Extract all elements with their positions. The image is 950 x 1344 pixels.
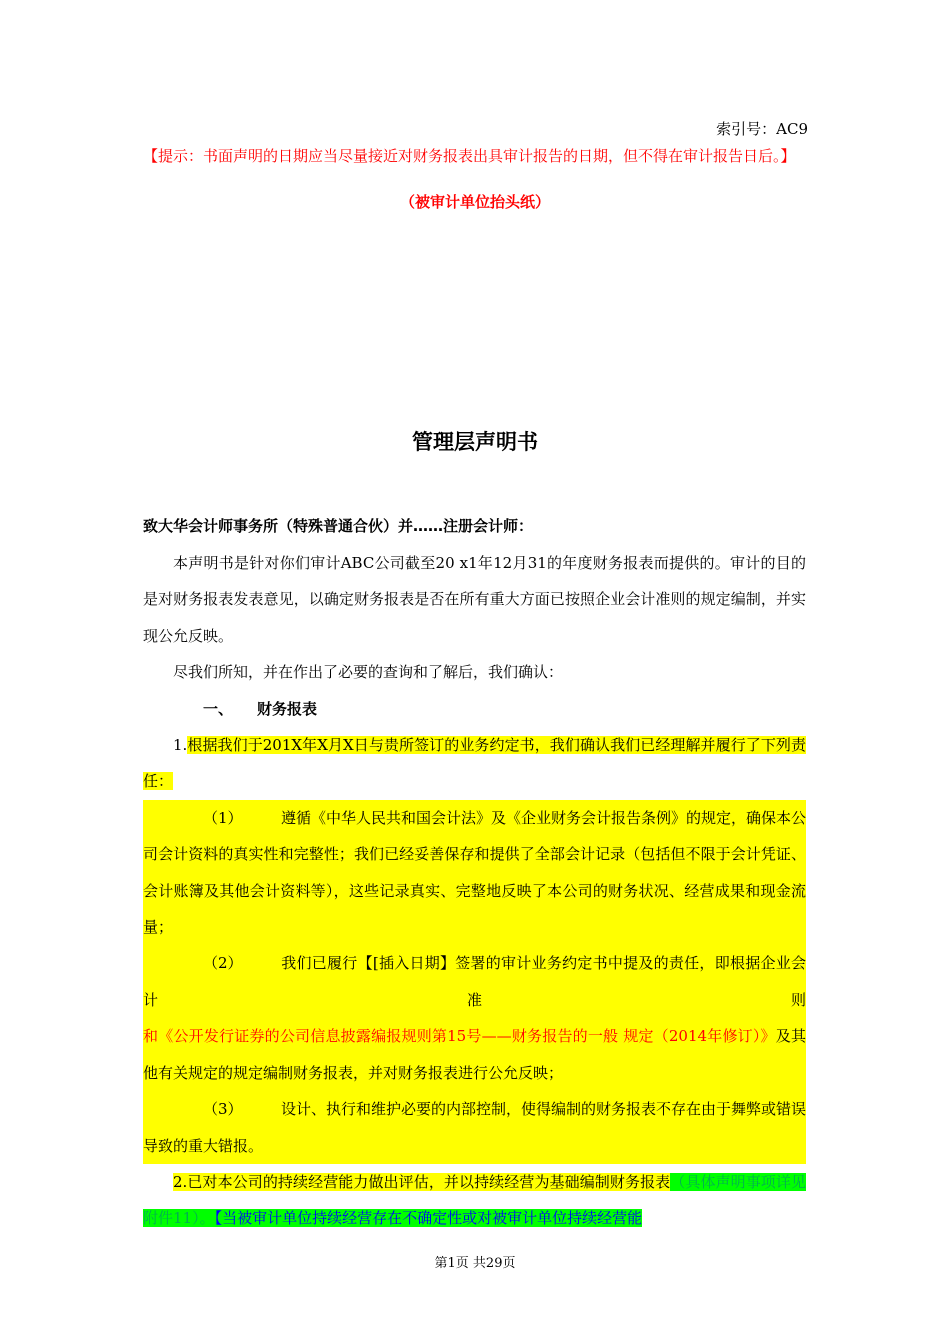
document-title: 管理层声明书 (412, 430, 538, 454)
item-1-text: 根据我们于201X年X月X日与贵所签订的业务约定书，我们确认我们已经理解并履行了下列责任： (143, 736, 806, 791)
item-2-number: 2. (173, 1172, 188, 1191)
item-2-text: 已对本公司的持续经营能力做出评估，并以持续经营为基础编制财务报表 (187, 1172, 671, 1191)
item-2-blue-note: 【当被审计单位持续经营存在不确定性或对被审计单位持续经营能 (214, 1209, 643, 1228)
sub-item-1-text: 遵循《中华人民共和国会计法》及《企业财务会计报告条例》的规定，确保本公司会计资料的真实性和完整性；我们已经妥善保存和提供了全部会计记录（包括但不限于会计凭证、会计账簿及其他会计资料等），这些记录真实、完整地反映了本公司的财务状况、经营成果和现金流量； (143, 808, 807, 937)
sub-item-2-number: （2） (203, 954, 243, 973)
section-title: 财务报表 (257, 699, 318, 718)
item-2 (143, 1164, 806, 1237)
sub-item-3 (143, 1091, 806, 1164)
section-heading (143, 691, 806, 727)
sub-item-2-red-text: 和《公开发行证券的公司信息披露编报规则第15号——财务报告的一般 规定（2014年修订）》 (143, 1027, 776, 1046)
sub-item-1 (143, 800, 806, 946)
intro-paragraph: 本声明书是针对你们审计ABC公司截至20 x1年12月31的年度财务报表而提供的。审计的目的是对财务报表发表意见，以确定财务报表是否在所有重大方面已按照企业会计准则的规定编制，并实现公允反映。 (143, 554, 806, 645)
salutation: 致大华会计师事务所（特殊普通合伙）并……注册会计师： (143, 517, 534, 535)
sub-item-2-text-b: 及其他有关规定的规定编制财务报表，并对财务报表进行公允反映； (143, 1027, 806, 1082)
item-1-number: 1. (173, 736, 188, 755)
index-number: 索引号：AC9 (716, 120, 808, 138)
sub-item-1-number: （1） (203, 808, 243, 827)
sub-item-3-number: （3） (203, 1100, 243, 1119)
item-1 (143, 727, 806, 800)
letterhead-placeholder: （被审计单位抬头纸） (399, 193, 550, 211)
sub-item-2 (143, 945, 806, 1091)
confirm-line: 尽我们所知，并在作出了必要的查询和了解后，我们确认： (173, 663, 564, 682)
section-number: 一、 (203, 699, 234, 718)
date-tip: 【提示：书面声明的日期应当尽量接近对财务报表出具审计报告的日期，但不得在审计报告日后。】 (143, 147, 796, 165)
document-body (143, 545, 806, 1237)
sub-item-2-text-a: 我们已履行【[插入日期】签署的审计业务约定书中提及的责任，即根据企业会计准则 (143, 954, 806, 1009)
sub-item-3-text: 设计、执行和维护必要的内部控制，使得编制的财务报表不存在由于舞弊或错误导致的重大错报。 (143, 1100, 807, 1155)
item-2-green-note: （具体声明事项详见附件11）。 (143, 1172, 806, 1228)
page-footer: 第1页 共29页 (434, 1256, 516, 1271)
